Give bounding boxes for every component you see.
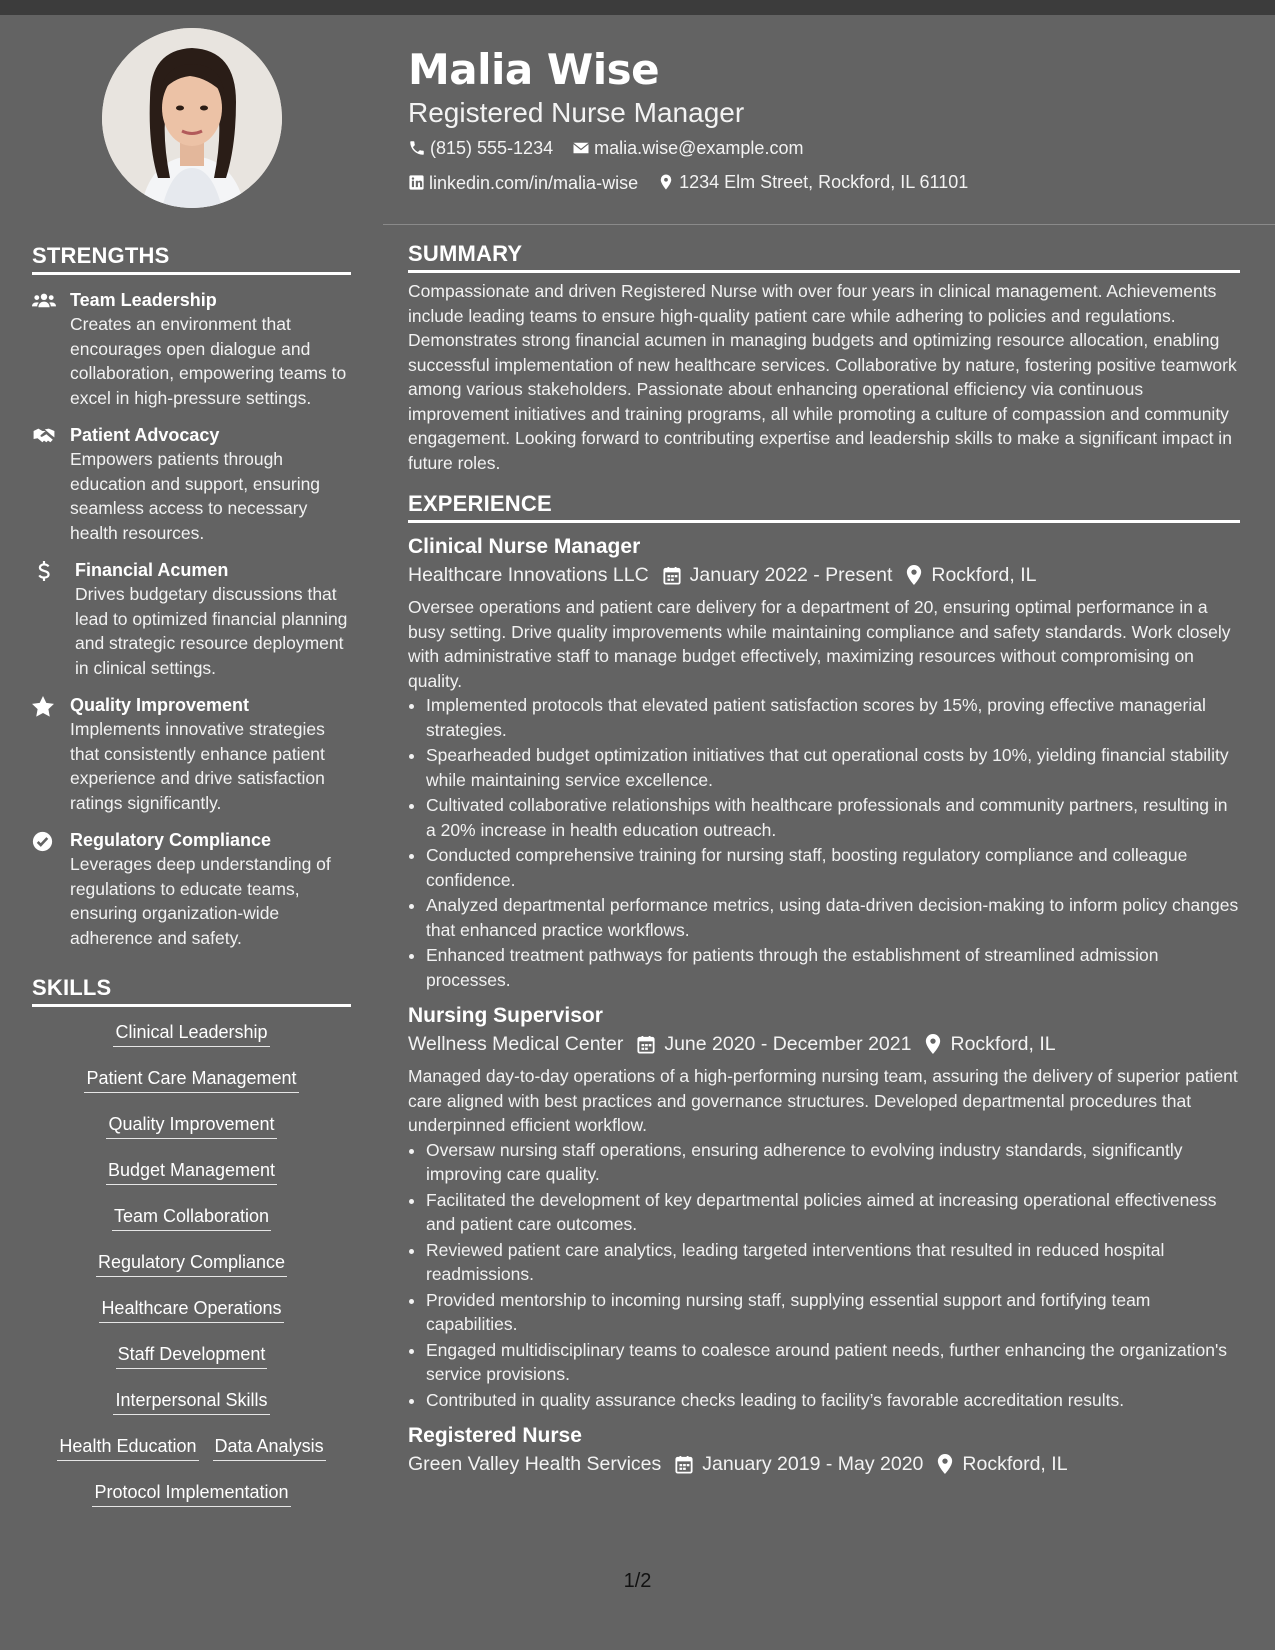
linkedin-text: linkedin.com/in/malia-wise [429,172,639,193]
address-text: 1234 Elm Street, Rockford, IL 61101 [679,172,969,192]
job-meta [408,1450,1240,1478]
header-divider [383,224,1275,225]
map-pin-icon [657,173,675,191]
job-meta [408,1030,1240,1058]
address [657,170,968,194]
skills-title: SKILLS [32,975,351,1007]
contact-row-1 [408,136,1240,163]
candidate-role: Registered Nurse Manager [408,97,745,128]
job-location: Rockford, IL [931,564,1037,586]
strength-title: Financial Acumen [75,560,229,580]
email[interactable] [572,136,803,160]
skill-tag: Protocol Implementation [92,1481,290,1507]
experience-title: EXPERIENCE [408,491,1240,523]
strength-desc: Leverages deep understanding of regulations to educate teams, ensuring organization-wide adherence and safety. [70,854,331,948]
skill-tag: Budget Management [106,1159,277,1185]
top-bar [0,0,1275,15]
job-bullet: • Provided mentorship to incoming nursing staff, supplying essential support and fortifying team capabilities. [426,1288,1240,1337]
strength-item [32,423,351,545]
job-title: Registered Nurse [408,1424,582,1447]
job-bullet: • Reviewed patient care analytics, leading targeted interventions that resulted in reduced hospital readmissions. [426,1238,1240,1287]
skill-tag: Clinical Leadership [113,1021,269,1047]
envelope-icon [572,139,590,157]
job-company: Green Valley Health Services [408,1453,662,1475]
calendar-icon [663,566,681,585]
job-dates: January 2019 - May 2020 [702,1453,924,1475]
phone-icon [408,139,426,157]
job-bullet: • Engaged multidisciplinary teams to coalesce around patient needs, further enhancing the organization's service provisions. [426,1338,1240,1387]
job-dates: January 2022 - Present [689,564,893,586]
job-location: Rockford, IL [962,1453,1068,1475]
job-location: Rockford, IL [950,1033,1056,1055]
candidate-name: Malia Wise [408,45,660,94]
summary-title: SUMMARY [408,241,1240,273]
left-column [32,243,351,1527]
job-entry [408,1422,1240,1478]
skill-tag: Healthcare Operations [99,1297,283,1323]
skill-tag: Team Collaboration [112,1205,271,1231]
job-bullet: • Cultivated collaborative relationships with healthcare professionals and community partners, resulting in a 20% increase in health education outreach. [426,793,1240,842]
strength-item [32,558,351,680]
skill-tag: Interpersonal Skills [113,1389,269,1415]
strength-title: Quality Improvement [70,695,250,715]
dollar-icon [37,561,51,581]
skill-tag: Regulatory Compliance [96,1251,287,1277]
strength-desc: Implements innovative strategies that consistently enhance patient experience and drive satisfaction ratings significantly. [70,719,325,813]
job-desc: Managed day-to-day operations of a high-performing nursing team, assuring the delivery of superior patient care aligned with best practices and governance structures. Developed departmental procedures that underpinned efficient workflow. [408,1066,1238,1135]
skill-tag: Quality Improvement [106,1113,276,1139]
job-bullet: • Implemented protocols that elevated patient satisfaction scores by 15%, proving effective managerial strategies. [426,693,1240,742]
strength-title: Patient Advocacy [70,425,220,445]
job-entry [408,533,1240,992]
job-company: Wellness Medical Center [408,1033,624,1055]
strength-desc: Creates an environment that encourages open dialogue and collaboration, empowering teams to excel in high-pressure settings. [70,314,347,408]
calendar-icon [637,1035,655,1054]
linkedin[interactable] [408,171,638,195]
strength-desc: Drives budgetary discussions that lead to optimized financial planning and strategic resource deployment in clinical settings. [75,584,348,678]
skill-tag: Staff Development [116,1343,268,1369]
header [408,42,1240,197]
map-pin-icon [925,1034,941,1054]
job-bullets [408,693,1240,992]
main-column [408,241,1240,1478]
star-icon [32,696,54,717]
job-title: Clinical Nurse Manager [408,535,641,558]
skill-tag: Patient Care Management [84,1067,298,1093]
job-bullet: • Conducted comprehensive training for nursing staff, boosting regulatory compliance and colleague confidence. [426,843,1240,892]
skill-tag: Health Education [57,1435,198,1461]
phone[interactable] [408,136,553,160]
job-bullet: • Facilitated the development of key departmental policies aimed at increasing operational effectiveness and patient care outcomes. [426,1188,1240,1237]
strengths-title: STRENGTHS [32,243,351,275]
job-bullet: • Enhanced treatment pathways for patients through the establishment of streamlined admission processes. [426,943,1240,992]
job-entry [408,1002,1240,1412]
email-text: malia.wise@example.com [594,138,804,158]
job-bullet: • Spearheaded budget optimization initiatives that cut operational costs by 10%, yielding financial stability while maintaining service excellence. [426,743,1240,792]
job-meta [408,561,1240,589]
job-bullet: • Analyzed departmental performance metrics, using data-driven decision-making to inform policy changes that enhanced practice workflows. [426,893,1240,942]
job-title: Nursing Supervisor [408,1004,603,1027]
skill-tag: Data Analysis [213,1435,326,1461]
check-circle-icon [32,831,53,852]
job-bullet: • Contributed in quality assurance checks leading to facility’s favorable accreditation results. [426,1388,1240,1413]
handshake-icon [32,426,56,444]
linkedin-icon [408,174,425,191]
map-pin-icon [937,1454,953,1474]
strength-title: Regulatory Compliance [70,830,272,850]
map-pin-icon [906,565,922,585]
job-desc: Oversee operations and patient care delivery for a department of 20, ensuring optimal performance in a busy setting. Drive quality improvements while maintaining compliance and safety standards. Work closely with administrative staff to manage budget effectively, maximizing resources without compromising on quality. [408,597,1231,691]
skills-list [32,1021,351,1527]
page-number: 1/2 [623,1570,652,1592]
strength-title: Team Leadership [70,290,217,310]
summary-text: Compassionate and driven Registered Nurse with over four years in clinical management. Achievements include leading teams to ensure high-quality patient care while adhering to policies and regulations. Demonstrates strong financial acumen in managing budgets and optimizing resource allocation, enabling successful implementation of new healthcare services. Collaborative by nature, fostering positive teamwork among various stakeholders. Passionate about enhancing operational efficiency via continuous improvement initiatives and training programs, all while promoting a culture of compassion and community engagement. Looking forward to contributing expertise and leadership skills to make a significant impact in future roles. [408,281,1237,473]
avatar [102,28,282,208]
strength-item [32,693,351,815]
job-dates: June 2020 - December 2021 [664,1033,912,1055]
strength-item [32,288,351,410]
phone-text: (815) 555-1234 [430,138,554,158]
job-company: Healthcare Innovations LLC [408,564,649,586]
calendar-icon [675,1455,693,1474]
job-bullet: • Oversaw nursing staff operations, ensuring adherence to evolving industry standards, significantly improving care quality. [426,1138,1240,1187]
strength-desc: Empowers patients through education and support, ensuring seamless access to necessary health resources. [70,449,321,543]
job-bullets [408,1138,1240,1413]
contact-row-2 [408,170,1240,197]
strength-item [32,828,351,950]
users-icon [32,291,56,309]
